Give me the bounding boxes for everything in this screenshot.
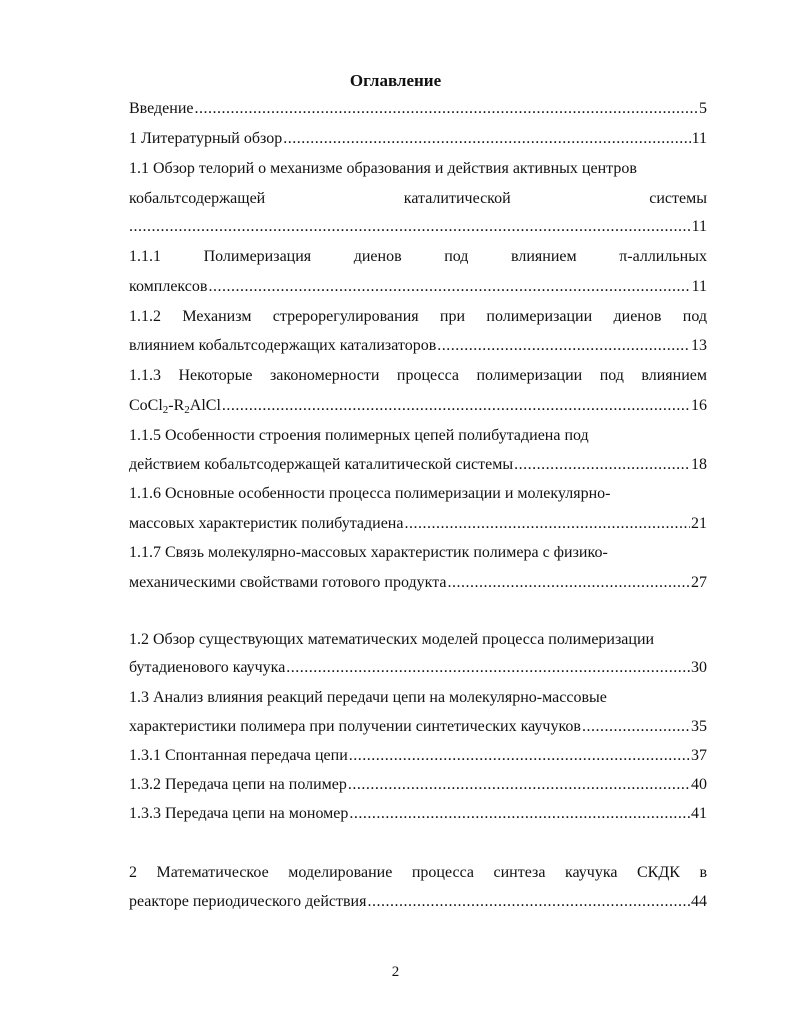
toc-page-number: 21	[691, 515, 707, 532]
word: системы	[649, 190, 707, 207]
toc-entry-1-1-7-line-2	[129, 571, 707, 595]
page-title: Оглавление	[349, 71, 442, 90]
toc-entry-label: влиянием кобальтсодержащих катализаторов	[129, 337, 437, 354]
toc-entry-label: действием кобальтсодержащей каталитической системы	[129, 456, 514, 473]
toc-entry-label: 1.3.3 Передача цепи на мономер	[129, 805, 349, 822]
toc-page-number: 5	[699, 100, 707, 117]
catalyst-formula: $CoCl_2-R_2AlCl$	[129, 397, 221, 416]
toc-entry-1-1-line-3	[129, 215, 707, 239]
toc-entry-1-3-line-1: 1.3 Анализ влияния реакций передачи цепи на молекулярно-массовые	[129, 689, 607, 706]
word: Полимеризация	[203, 248, 312, 265]
word: 1.1.1	[129, 248, 161, 265]
dot-leader	[348, 773, 690, 797]
toc-entry-label: комплексов	[129, 278, 208, 295]
toc-entry-1-1-1-line-2	[129, 275, 707, 299]
word: влиянием	[511, 248, 577, 265]
toc-page-number: 11	[691, 130, 707, 147]
toc-entry-1-1-5-line-1: 1.1.5 Особенности строения полимерных цепей полибутадиена под	[129, 427, 589, 444]
toc-page-number: 41	[691, 805, 707, 822]
toc-entry-1-1-6-line-2	[129, 512, 707, 536]
toc-page-number: 44	[691, 893, 707, 910]
dot-leader	[286, 656, 690, 680]
toc-page-number: 40	[691, 776, 707, 793]
toc-page-number: 16	[691, 397, 707, 414]
toc-page-number: 27	[691, 574, 707, 591]
word: кобальтсодержащей	[129, 190, 266, 207]
dot-leader	[349, 744, 690, 768]
toc-entry-1-1-6-line-1: 1.1.6 Основные особенности процесса полимеризации и молекулярно-	[129, 485, 611, 502]
toc-page-number: 18	[691, 456, 707, 473]
toc-entry-2-line-2	[129, 890, 707, 914]
word: каталитической	[403, 190, 511, 207]
word: диенов	[353, 248, 402, 265]
toc-entry-1-3-1	[129, 744, 707, 768]
toc-entry-1-2-line-1: 1.2 Обзор существующих математических моделей процесса полимеризации	[129, 631, 655, 648]
toc-entry-1-1-5-line-2	[129, 453, 707, 477]
dot-leader	[349, 802, 690, 826]
toc-entry-1-3-3	[129, 802, 707, 826]
toc-entry-1-1-2-line-1: 1.1.2 Механизм стрерорегулирования при полимеризации диенов под	[129, 308, 707, 325]
dot-leader	[195, 97, 699, 121]
dot-leader	[283, 127, 690, 151]
toc-entry-label: 1.3.2 Передача цепи на полимер	[129, 776, 347, 793]
dot-leader	[437, 334, 690, 358]
toc-entry-label: Введение	[129, 100, 194, 117]
dot-leader	[129, 215, 691, 239]
toc-page-number: 37	[691, 747, 707, 764]
page-number: 2	[391, 964, 400, 980]
dot-leader	[447, 571, 690, 595]
toc-entry-1-1-3-line-1: 1.1.3 Некоторые закономерности процесса полимеризации под влиянием	[129, 367, 707, 384]
toc-entry-label: 1.3.1 Спонтанная передача цепи	[129, 747, 348, 764]
dot-leader	[404, 512, 690, 536]
dot-leader	[367, 890, 690, 914]
word: π-аллильных	[619, 248, 707, 265]
toc-page-number: 30	[691, 659, 707, 676]
toc-entry-2-line-1: 2 Математическое моделирование процесса синтеза каучука СКДК в	[129, 864, 707, 881]
dot-leader	[514, 453, 690, 477]
toc-entry-1-1-7-line-1: 1.1.7 Связь молекулярно-массовых характеристик полимера с физико-	[129, 544, 608, 561]
toc-entry-label: 1 Литературный обзор	[129, 130, 283, 147]
toc-entry-1-1-1-line-1	[129, 245, 707, 269]
toc-entry-1-1-line-1: 1.1 Обзор телорий о механизме образования и действия активных центров	[129, 160, 637, 177]
dot-leader	[222, 394, 690, 418]
toc-page-number: 13	[691, 337, 707, 354]
toc-entry-1-2-line-2	[129, 656, 707, 680]
toc-page-number: 11	[691, 278, 707, 295]
toc-entry-literature-review	[129, 127, 707, 151]
toc-entry-1-3-line-2	[129, 715, 707, 739]
toc-entry-label: массовых характеристик полибутадиена	[129, 515, 404, 532]
toc-entry-1-1-2-line-2	[129, 334, 707, 358]
toc-entry-1-1-line-2	[129, 187, 707, 211]
toc-entry-label: реакторе периодического действия	[129, 893, 367, 910]
dot-leader	[582, 715, 690, 739]
toc-entry-1-3-2	[129, 773, 707, 797]
toc-entry-label: характеристики полимера при получении синтетических каучуков	[129, 718, 581, 735]
dot-leader	[208, 275, 690, 299]
toc-entry-label: механическими свойствами готового продукта	[129, 574, 447, 591]
word: под	[444, 248, 469, 265]
toc-entry-label: бутадиенового каучука	[129, 659, 286, 676]
toc-page-number: 35	[691, 718, 707, 735]
toc-entry-1-1-3-line-2	[129, 394, 707, 418]
toc-entry-introduction	[129, 97, 707, 121]
toc-page-number: 11	[691, 218, 707, 235]
